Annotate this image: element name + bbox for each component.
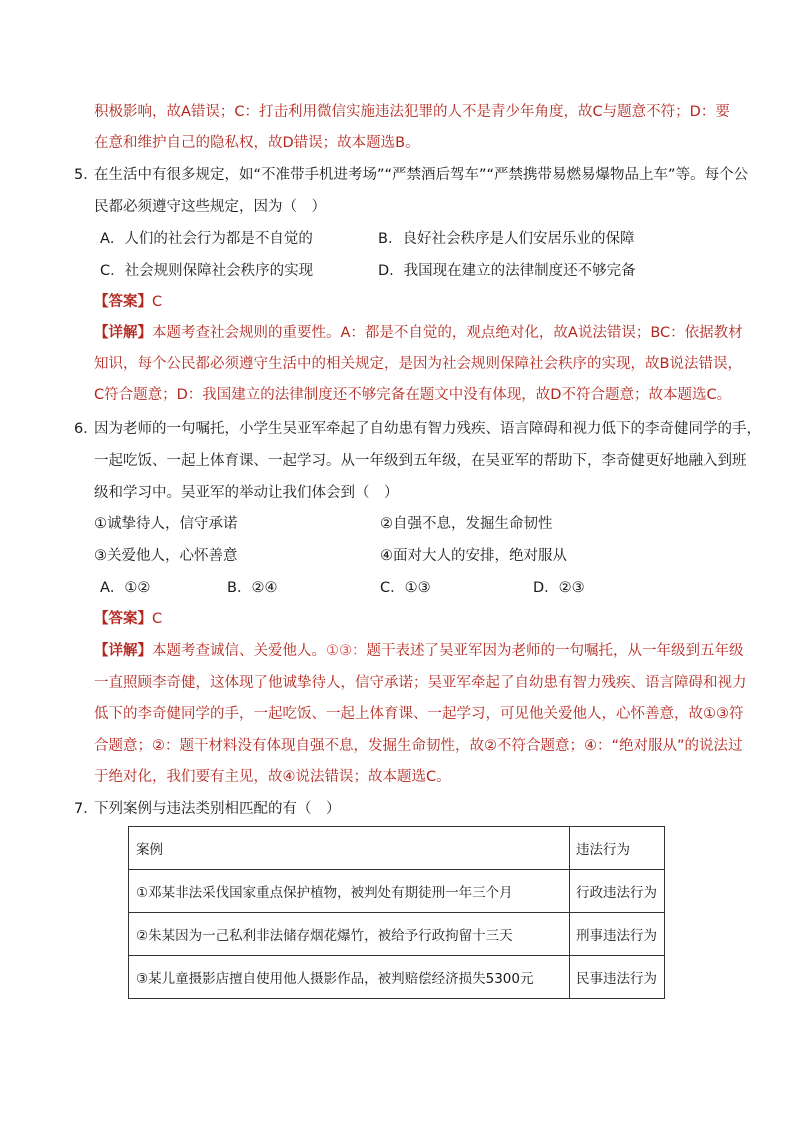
question-5-explanation-line-3: C符合题意；D：我国建立的法律制度还不够完备在题文中没有体现，故D不符合题意；故本题选C。 (94, 387, 732, 403)
question-7-number: 7． (74, 801, 98, 817)
question-6-item-1: ①诚挚待人，信守承诺 (94, 516, 238, 532)
case-table (128, 826, 665, 999)
table-cell-case: ③某儿童摄影店擅自使用他人摄影作品，被判赔偿经济损失5300元 (129, 956, 570, 999)
question-6-number: 6． (74, 421, 98, 437)
explanation-text: 本题考查社会规则的重要性。A：都是不自觉的，观点绝对化，故A说法错误；BC：依据教材 (152, 325, 743, 341)
question-5-stem-line-2: 民都必须遵守这些规定，因为（ ） (94, 199, 326, 215)
answer-label: 【答案】 (94, 611, 152, 627)
question-6-option-c: C．①③ (380, 580, 431, 596)
explanation-label: 【详解】 (94, 325, 152, 341)
question-5-answer (94, 292, 162, 312)
question-5-stem-line-1: 在生活中有很多规定，如“不准带手机进考场”“严禁酒后驾车”“严禁携带易燃易爆物品上车”等。每个公 (94, 167, 749, 183)
question-5-option-d: D．我国现在建立的法律制度还不够完备 (378, 263, 636, 279)
table-header-case: 案例 (129, 827, 570, 870)
question-6-option-a: A．①② (100, 580, 151, 596)
table-cell-case: ②朱某因为一己私利非法储存烟花爆竹，被给予行政拘留十三天 (129, 913, 570, 956)
question-6-option-d: D．②③ (533, 580, 585, 596)
answer-label: 【答案】 (94, 294, 152, 310)
question-6-item-3: ③关爱他人，心怀善意 (94, 548, 238, 564)
question-6-stem-line-3: 级和学习中。吴亚军的举动让我们体会到（ ） (94, 485, 399, 501)
table-header-violation: 违法行为 (570, 827, 665, 870)
table-cell-violation: 刑事违法行为 (570, 913, 665, 956)
question-6-option-b: B．②④ (227, 580, 278, 596)
answer-value: C (152, 294, 163, 310)
table-row (129, 956, 665, 999)
question-6-item-2: ②自强不息，发掘生命韧性 (380, 516, 553, 532)
question-6-explanation-line-5: 于绝对化，我们要有主见，故④说法错误；故本题选C。 (94, 769, 451, 785)
question-6-explanation-line-1 (94, 641, 744, 661)
question-5-option-a: A．人们的社会行为都是不自觉的 (100, 231, 313, 247)
table-cell-violation: 行政违法行为 (570, 870, 665, 913)
table-cell-violation: 民事违法行为 (570, 956, 665, 999)
table-cell-case: ①邓某非法采伐国家重点保护植物，被判处有期徒刑一年三个月 (129, 870, 570, 913)
explanation-text-cont: 题干表述了吴亚军因为老师的一句嘱托，从一年级到五年级 (366, 643, 744, 659)
question-5-explanation-line-1 (94, 323, 743, 343)
table-header-row (129, 827, 665, 870)
explanation-marker: ①③： (326, 643, 367, 659)
explanation-label: 【详解】 (94, 643, 152, 659)
question-6-explanation-line-3: 低下的李奇健同学的手，一起吃饭、一起上体育课、一起学习，可见他关爱他人，心怀善意，故①③符 (94, 706, 744, 722)
explanation-continued-line-1: 积极影响，故A错误；C：打击利用微信实施违法犯罪的人不是青少年角度，故C与题意不符；D：要 (94, 104, 730, 120)
question-5-option-c: C．社会规则保障社会秩序的实现 (100, 263, 314, 279)
question-6-stem-line-2: 一起吃饭、一起上体育课、一起学习。从一年级到五年级，在吴亚军的帮助下，李奇健更好地融入到班 (94, 453, 747, 469)
question-6-stem-line-1: 因为老师的一句嘱托，小学生吴亚军牵起了自幼患有智力残疾、语言障碍和视力低下的李奇健同学的手， (94, 421, 761, 437)
question-5-explanation-line-2: 知识，每个公民都必须遵守生活中的相关规定，是因为社会规则保障社会秩序的实现，故B说法错误， (94, 356, 742, 372)
question-6-answer (94, 609, 162, 629)
table-row (129, 913, 665, 956)
question-6-explanation-line-4: 合题意；②：题干材料没有体现自强不息，发掘生命韧性，故②不符合题意；④：“绝对服从”的说法过 (94, 738, 743, 754)
question-6-explanation-line-2: 一直照顾李奇健，这体现了他诚挚待人，信守承诺；吴亚军牵起了自幼患有智力残疾、语言障碍和视力 (94, 675, 747, 691)
answer-value: C (152, 611, 163, 627)
question-6-item-4: ④面对大人的安排，绝对服从 (380, 548, 567, 564)
explanation-text: 本题考查诚信、关爱他人。 (152, 643, 326, 659)
table-row (129, 870, 665, 913)
question-5-number: 5． (74, 167, 98, 183)
explanation-continued-line-2: 在意和维护自己的隐私权，故D错误；故本题选B。 (94, 135, 420, 151)
question-7-stem: 下列案例与违法类别相匹配的有（ ） (94, 801, 341, 817)
question-5-option-b: B．良好社会秩序是人们安居乐业的保障 (378, 231, 635, 247)
